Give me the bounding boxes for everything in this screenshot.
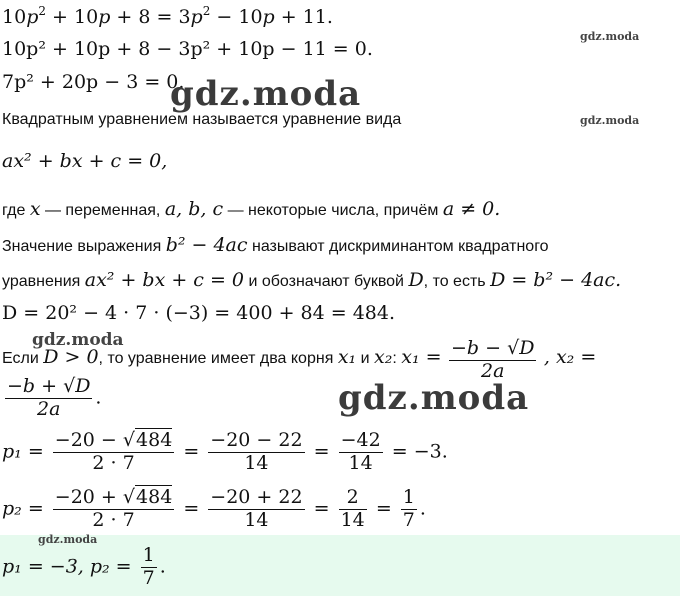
discriminant-calc: D = 20² − 4 · 7 · (−3) = 400 + 84 = 484.	[2, 302, 396, 324]
definition-text: Квадратным уравнением называется уравнение вида	[2, 111, 402, 128]
p1-fraction-2: $\frac{-20 - 22}{14}$	[210, 429, 303, 474]
x2-formula: $\frac{-b + √D}{2a}$ .	[7, 375, 102, 420]
x1-fraction: $\frac{-b - √D}{2a}$	[451, 337, 535, 382]
watermark-small-2: gdz.moda	[580, 114, 640, 127]
watermark-big-2: gdz.moda	[338, 378, 530, 418]
discriminant-line-1: Значение выражения b² − 4ac называют дискриминантом квадратного	[2, 234, 549, 256]
where-line: где x — переменная, a, b, c — некоторые числа, причём a ≠ 0.	[2, 198, 501, 220]
p2-calc: p₂ = $\frac{-20 + √484}{2 \cdot 7}$ = $\frac{-20 + 22}{14}$ = $\frac{2}{14}$ = $\frac{1}{7}$ .	[2, 486, 426, 531]
equation-line-2: 10p² + 10p + 8 − 3p² + 10p − 11 = 0.	[2, 38, 373, 60]
discriminant-line-2: уравнения ax² + bx + c = 0 и обозначают буквой D, то есть D = b² − 4ac.	[2, 269, 622, 291]
p1-calc: p₁ = $\frac{-20 - √484}{2 \cdot 7}$ = $\frac{-20 - 22}{14}$ = $\frac{-42}{14}$ = −3.	[2, 429, 448, 474]
watermark-small-1: gdz.moda	[580, 30, 640, 43]
answer-fraction: $\frac{1}{7}$	[142, 544, 155, 589]
equation-line-1: $10p^2 + 10p + 8 = 3p^2 - 10p + 11$.	[2, 4, 333, 28]
roots-line: Если D > 0, то уравнение имеет два корня x₁ и x₂: x₁ = $\frac{-b - √D}{2a}$ , x₂ =	[2, 337, 597, 382]
p2-fraction-4: $\frac{1}{7}$	[402, 486, 415, 531]
watermark-small-3: gdz.moda	[38, 533, 98, 546]
p1-fraction-1: $\frac{-20 - √484}{2 \cdot 7}$	[54, 429, 173, 474]
p2-fraction-3: $\frac{2}{14}$	[340, 486, 365, 531]
general-form: ax² + bx + c = 0,	[2, 150, 168, 172]
x2-fraction: $\frac{-b + √D}{2a}$	[7, 375, 91, 420]
watermark-big-1: gdz.moda	[170, 74, 362, 114]
answer-line: p₁ = −3, p₂ = $\frac{1}{7}$ .	[2, 544, 166, 589]
equation-line-3: 7p² + 20p − 3 = 0.	[2, 71, 185, 93]
p2-fraction-2: $\frac{-20 + 22}{14}$	[210, 486, 303, 531]
p1-fraction-3: $\frac{-42}{14}$	[340, 429, 381, 474]
watermark-mid-1: gdz.moda	[32, 330, 124, 350]
p2-fraction-1: $\frac{-20 + √484}{2 \cdot 7}$	[54, 486, 173, 531]
